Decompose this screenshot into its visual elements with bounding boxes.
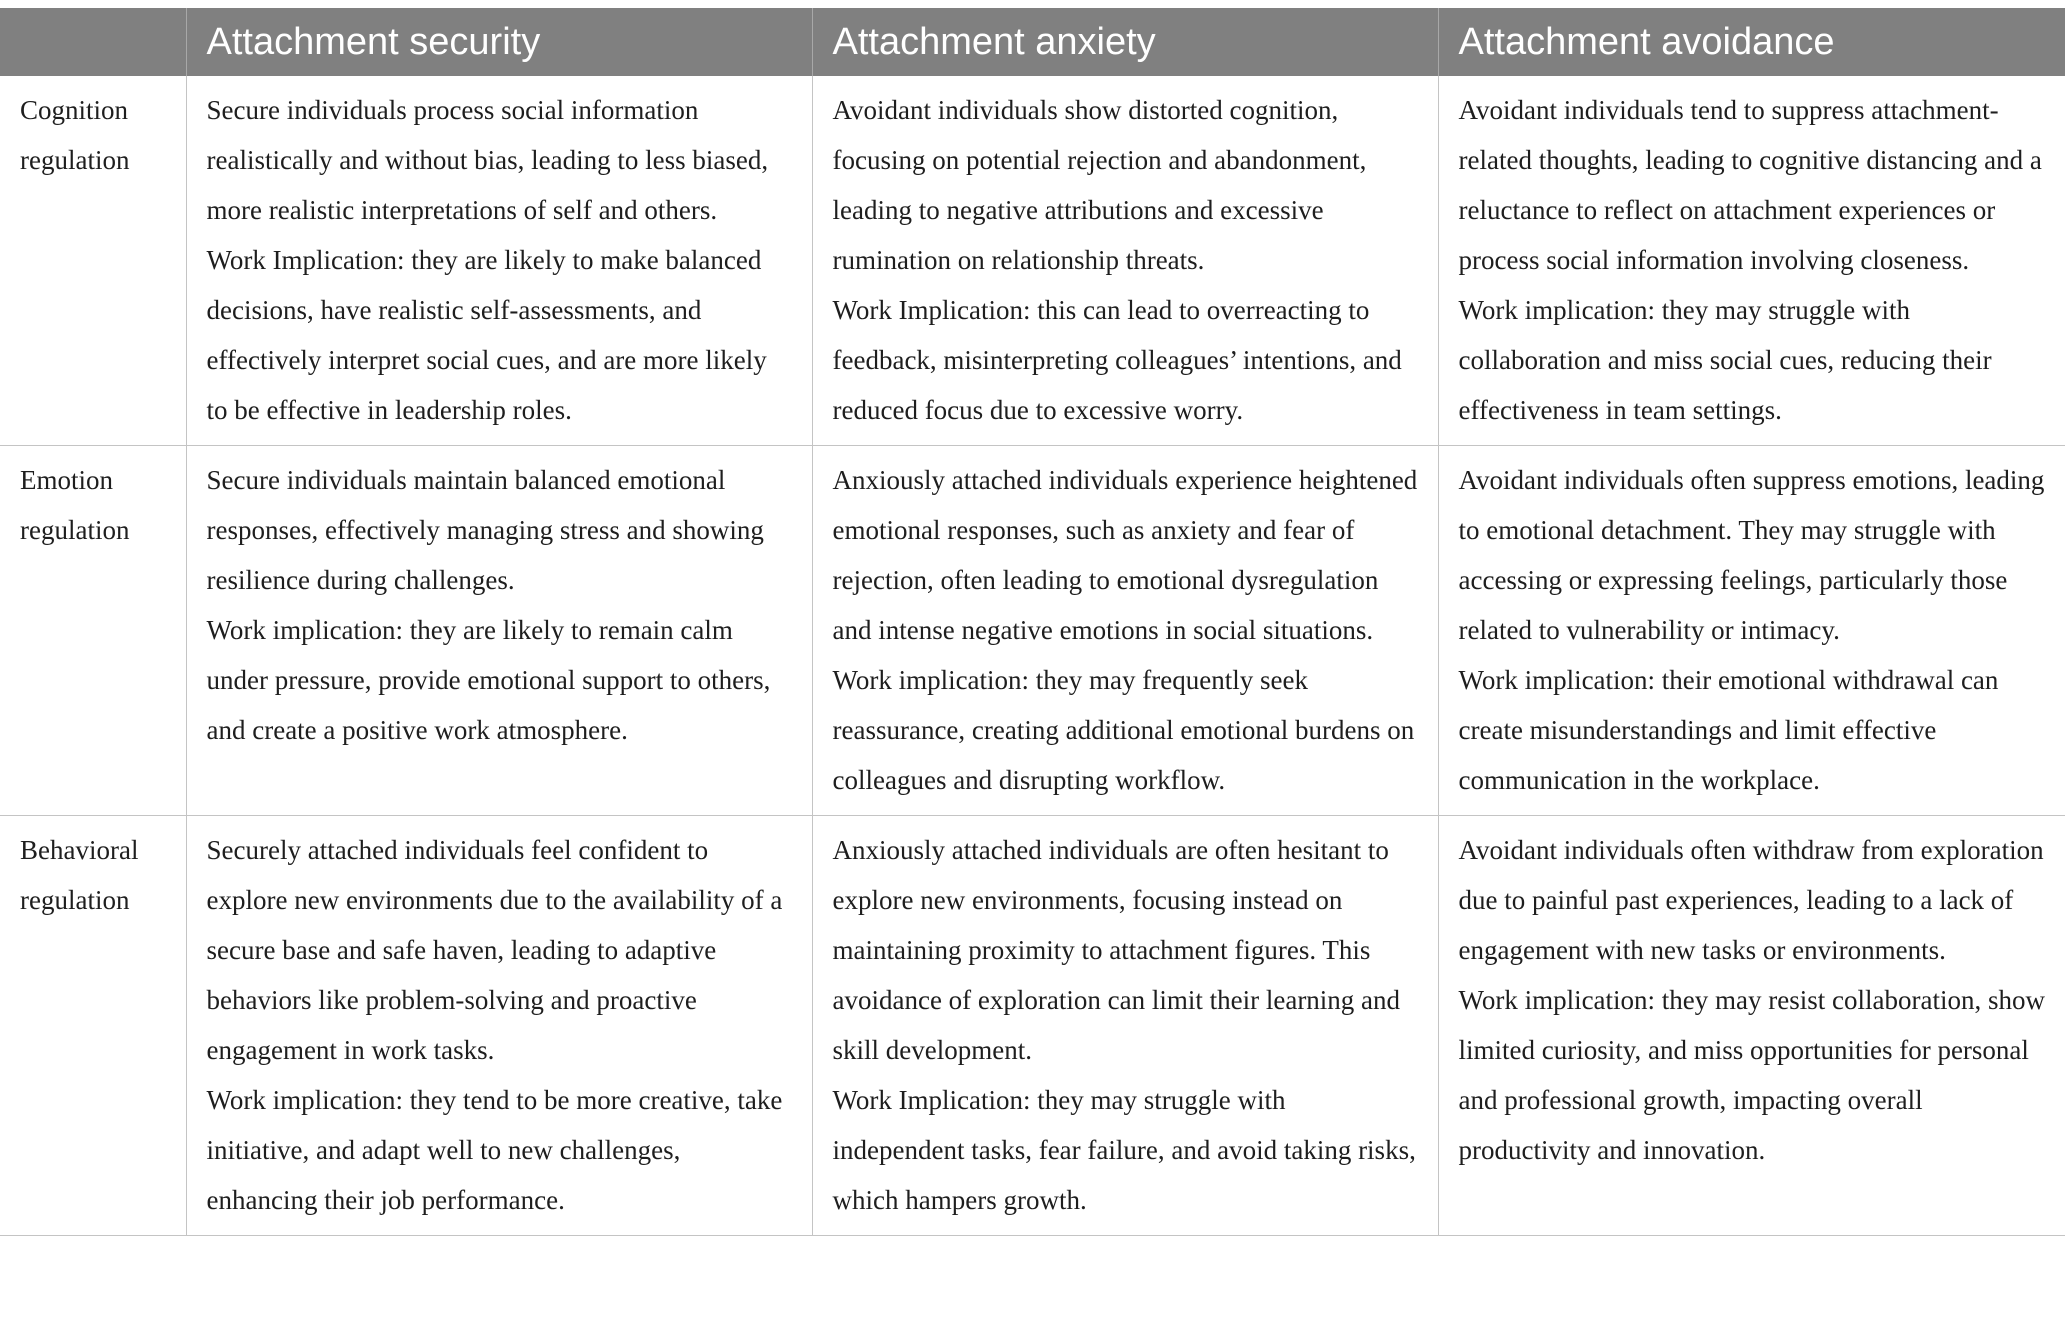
cell-behavioral-anxiety (812, 816, 1438, 1236)
cell-emotion-security (186, 446, 812, 816)
cell-description: Secure individuals maintain balanced emotional responses, effectively managing stress and showing resilience during challenges. (206, 465, 764, 595)
table-body (0, 76, 2065, 1236)
cell-work-implication: Work implication: they may struggle with collaboration and miss social cues, reducing their effectiveness in team settings. (1458, 295, 1992, 425)
cell-work-implication: Work Implication: this can lead to overreacting to feedback, misinterpreting colleagues’ intentions, and reduced focus due to excessive worry. (832, 295, 1402, 425)
cell-description: Avoidant individuals show distorted cognition, focusing on potential rejection and abandonment, leading to negative attributions and excessive rumination on relationship threats. (832, 95, 1367, 275)
cell-work-implication: Work Implication: they are likely to make balanced decisions, have realistic self-assessments, and effectively interpret social cues, and are more likely to be effective in leadership roles. (206, 245, 767, 425)
table-row (0, 816, 2065, 1236)
header-corner-cell (0, 8, 186, 76)
cell-work-implication: Work implication: they may resist collaboration, show limited curiosity, and miss opportunities for personal and professional growth, impacting overall productivity and innovation. (1458, 985, 2045, 1165)
cell-work-implication: Work implication: they are likely to remain calm under pressure, provide emotional support to others, and create a positive work atmosphere. (206, 615, 771, 745)
row-label-behavioral-regulation: Behavioral regulation (0, 816, 186, 1236)
cell-work-implication: Work implication: they may frequently seek reassurance, creating additional emotional burdens on colleagues and disrupting workflow. (832, 665, 1415, 795)
header-attachment-anxiety: Attachment anxiety (812, 8, 1438, 76)
row-label-emotion-regulation: Emotion regulation (0, 446, 186, 816)
cell-work-implication: Work implication: they tend to be more creative, take initiative, and adapt well to new challenges, enhancing their job performance. (206, 1085, 783, 1215)
cell-emotion-avoidance (1438, 446, 2065, 816)
cell-cognition-security (186, 76, 812, 446)
cell-description: Anxiously attached individuals experience heightened emotional responses, such as anxiety and fear of rejection, often leading to emotional dysregulation and intense negative emotions in social situations. (832, 465, 1418, 645)
cell-cognition-avoidance (1438, 76, 2065, 446)
cell-behavioral-security (186, 816, 812, 1236)
cell-description: Avoidant individuals often suppress emotions, leading to emotional detachment. They may struggle with accessing or expressing feelings, particularly those related to vulnerability or intimacy. (1458, 465, 2045, 645)
header-attachment-avoidance: Attachment avoidance (1438, 8, 2065, 76)
attachment-regulation-table (0, 8, 2065, 1236)
table-header (0, 8, 2065, 76)
table-row (0, 446, 2065, 816)
cell-work-implication: Work Implication: they may struggle with independent tasks, fear failure, and avoid taking risks, which hampers growth. (832, 1085, 1416, 1215)
cell-description: Anxiously attached individuals are often hesitant to explore new environments, focusing instead on maintaining proximity to attachment figures. This avoidance of exploration can limit their learning and skill development. (832, 835, 1401, 1065)
cell-cognition-anxiety (812, 76, 1438, 446)
attachment-regulation-table-container (0, 8, 2065, 1236)
cell-description: Securely attached individuals feel confident to explore new environments due to the availability of a secure base and safe haven, leading to adaptive behaviors like problem-solving and proactive engagement in work tasks. (206, 835, 783, 1065)
cell-emotion-anxiety (812, 446, 1438, 816)
table-row (0, 76, 2065, 446)
cell-behavioral-avoidance (1438, 816, 2065, 1236)
row-label-cognition-regulation: Cognition regulation (0, 76, 186, 446)
cell-work-implication: Work implication: their emotional withdrawal can create misunderstandings and limit effective communication in the workplace. (1458, 665, 1999, 795)
header-row (0, 8, 2065, 76)
cell-description: Avoidant individuals tend to suppress attachment-related thoughts, leading to cognitive distancing and a reluctance to reflect on attachment experiences or process social information involving closeness. (1458, 95, 2042, 275)
cell-description: Avoidant individuals often withdraw from exploration due to painful past experiences, leading to a lack of engagement with new tasks or environments. (1458, 835, 2044, 965)
header-attachment-security: Attachment security (186, 8, 812, 76)
cell-description: Secure individuals process social information realistically and without bias, leading to less biased, more realistic interpretations of self and others. (206, 95, 769, 225)
